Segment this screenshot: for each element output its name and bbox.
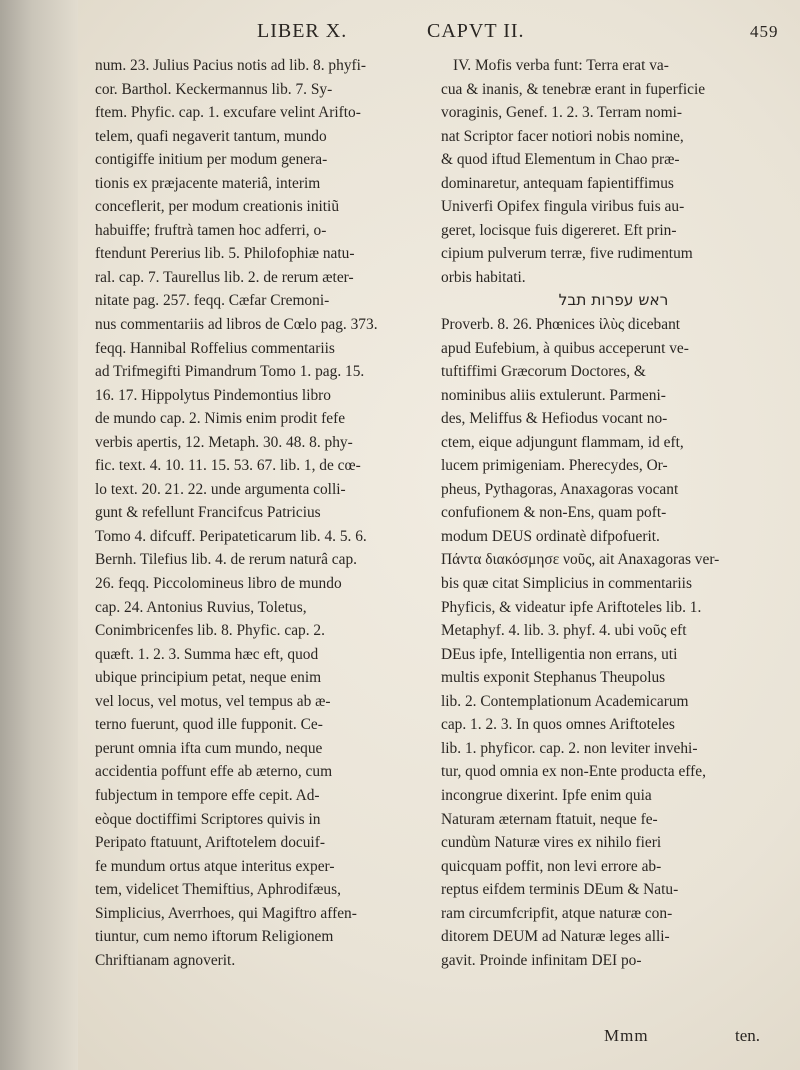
text-line: ftendunt Pererius lib. 5. Philofophiæ natu- [95,245,355,263]
text-line: Πάντα διακόσμησε νοῦς, ait Anaxagoras ver- [441,551,720,569]
text-line: ftem. Phyfic. cap. 1. excufare velint Arifto- [95,104,361,122]
text-line: eòque doctiffimi Scriptores quivis in [95,810,321,828]
text-line: apud Eufebium, à quibus acceperunt ve- [441,339,689,357]
text-line: modum DEUS ordinatè difpofuerit. [441,527,660,545]
text-line: Chriftianam agnoverit. [95,951,236,969]
page-footer [0,1026,800,1052]
text-line: voraginis, Genef. 1. 2. 3. Terram nomi- [441,104,682,122]
text-line: Conimbricenfes lib. 8. Phyfic. cap. 2. [95,622,325,640]
text-line: fic. text. 4. 10. 11. 15. 53. 67. lib. 1, de cœ- [95,457,361,475]
text-line: tuftiffimi Græcorum Doctores, & [441,363,646,381]
text-line: de mundo cap. 2. Nimis enim prodit fefe [95,410,346,428]
text-line: DEus ipfe, Intelligentia non errans, uti [441,645,678,663]
text-line: gunt & refellunt Francifcus Patricius [95,504,321,522]
text-line: vel locus, vel motus, vel tempus ab æ- [95,692,331,710]
text-line: ditorem DEUM ad Naturæ leges alli- [441,928,670,946]
text-line: Proverb. 8. 26. Phœnices ἰλὺς dicebant [441,316,681,334]
text-line: contigiffe initium per modum genera- [95,151,328,169]
text-line: IV. Mofis verba funt: Terra erat va- [453,57,669,74]
signature-mark: Mmm [604,1026,649,1045]
text-line: Bernh. Tilefius lib. 4. de rerum naturâ cap. [95,551,358,569]
right-text-column [441,54,786,972]
text-line: & quod iftud Elementum in Chao præ- [441,151,680,169]
text-line: telem, quafi negaverit tantum, mundo [95,127,327,145]
text-line: ral. cap. 7. Taurellus lib. 2. de rerum æter- [95,268,354,286]
text-line: terno fuerunt, quod ille fupponit. Ce- [95,716,323,734]
text-line: Tomo 4. difcuff. Peripateticarum lib. 4. 5. 6. [95,527,367,545]
text-line: des, Meliffus & Hefiodus vocant no- [441,410,668,428]
text-line: nitate pag. 257. feqq. Cæfar Cremoni- [95,292,330,310]
text-line: num. 23. Julius Pacius notis ad lib. 8. phyfi- [95,57,367,74]
text-line: 16. 17. Hippolytus Pindemontius libro [95,386,331,404]
text-line: lucem primigeniam. Pherecydes, Or- [441,457,668,475]
catchword: ten. [735,1026,761,1045]
text-line: ram circumfcripfit, atque naturæ con- [441,904,673,922]
text-line: habuiffe; fruftrà tamen hoc adferri, o- [95,221,327,239]
text-line: incongrue dixerint. Ipfe enim quia [441,786,652,804]
text-line: quicquam poffit, non levi errore ab- [441,857,662,875]
page-number: 459 [750,22,779,41]
text-line: ad Trifmegifti Pimandrum Tomo 1. pag. 15. [95,363,365,381]
right-running-head: CAPVT II. [427,20,525,42]
text-line: nus commentariis ad libros de Cœlo pag. 373. [95,316,378,334]
text-line: multis exponit Stephanus Theupolus [441,669,666,687]
text-line: tem, videlicet Themiftius, Aphrodifæus, [95,881,341,899]
text-line: cor. Barthol. Keckermannus lib. 7. Sy- [95,80,333,98]
text-line: cipium pulverum terræ, five rudimentum [441,245,693,263]
text-line: lo text. 20. 21. 22. unde argumenta colli- [95,480,346,498]
text-line: geret, locisque fuis digereret. Eft prin- [441,221,677,239]
text-line: lib. 2. Contemplationum Academicarum [441,692,689,710]
text-line: confufionem & non-Ens, quam poft- [441,504,667,522]
text-line: tiuntur, cum nemo iftorum Religionem [95,928,334,946]
text-line: 26. feqq. Piccolomineus libro de mundo [95,575,342,593]
text-line: ראש עפרות תבל [558,291,669,310]
text-line: Phyficis, & videatur ipfe Ariftoteles lib. 1. [441,598,702,616]
text-line: dominaretur, antequam fapientiffimus [441,174,674,192]
text-line: cap. 1. 2. 3. In quos omnes Ariftoteles [441,716,675,734]
text-line: tur, quod omnia ex non-Ente producta effe, [441,763,706,781]
text-line: nominibus aliis extulerunt. Parmeni- [441,386,666,404]
text-line: Naturam æternam ftatuit, neque fe- [441,810,658,828]
text-line: lib. 1. phyficor. cap. 2. non leviter invehi- [441,739,698,757]
text-line: gavit. Proinde infinitam DEI po- [441,951,642,969]
text-line: bis quæ citat Simplicius in commentariis [441,575,692,593]
text-line: conceflerit, per modum creationis initiũ [95,198,340,216]
running-header [0,20,800,50]
text-line: feqq. Hannibal Roffelius commentariis [95,339,335,357]
text-line: Univerfi Opifex fingula viribus fuis au- [441,198,685,216]
text-line: cua & inanis, & tenebræ erant in fuperficie [441,80,706,98]
text-line: tionis ex præjacente materiâ, interim [95,174,321,192]
binding-gutter [0,0,78,1070]
text-line: cundùm Naturæ vires ex nihilo fieri [441,834,662,852]
text-line: ubique principium petat, neque enim [95,669,322,687]
text-line: Simplicius, Averrhoes, qui Magiftro affen- [95,904,357,922]
text-line: quæft. 1. 2. 3. Summa hæc eft, quod [95,645,319,663]
text-line: ctem, eique adjungunt flammam, id eft, [441,433,684,451]
text-line: fubjectum in tempore effe cepit. Ad- [95,786,320,804]
text-line: nat Scriptor facer notiori nobis nomine, [441,127,684,145]
left-running-head: LIBER X. [257,20,348,42]
text-line: perunt omnia ifta cum mundo, neque [95,739,323,757]
text-line: accidentia poffunt effe ab æterno, cum [95,763,333,781]
text-line: verbis apertis, 12. Metaph. 30. 48. 8. phy- [95,433,353,451]
left-text-column [95,54,425,972]
text-line: fe mundum ortus atque interitus exper- [95,857,335,875]
text-line: orbis habitati. [441,268,526,286]
text-line: pheus, Pythagoras, Anaxagoras vocant [441,480,679,498]
text-line: reptus eifdem terminis DEum & Natu- [441,881,679,899]
text-line: cap. 24. Antonius Ruvius, Toletus, [95,598,307,616]
text-line: Metaphyf. 4. lib. 3. phyf. 4. ubi νοῦς eft [441,622,687,640]
text-line: Peripato ftatuunt, Ariftotelem docuif- [95,834,325,852]
